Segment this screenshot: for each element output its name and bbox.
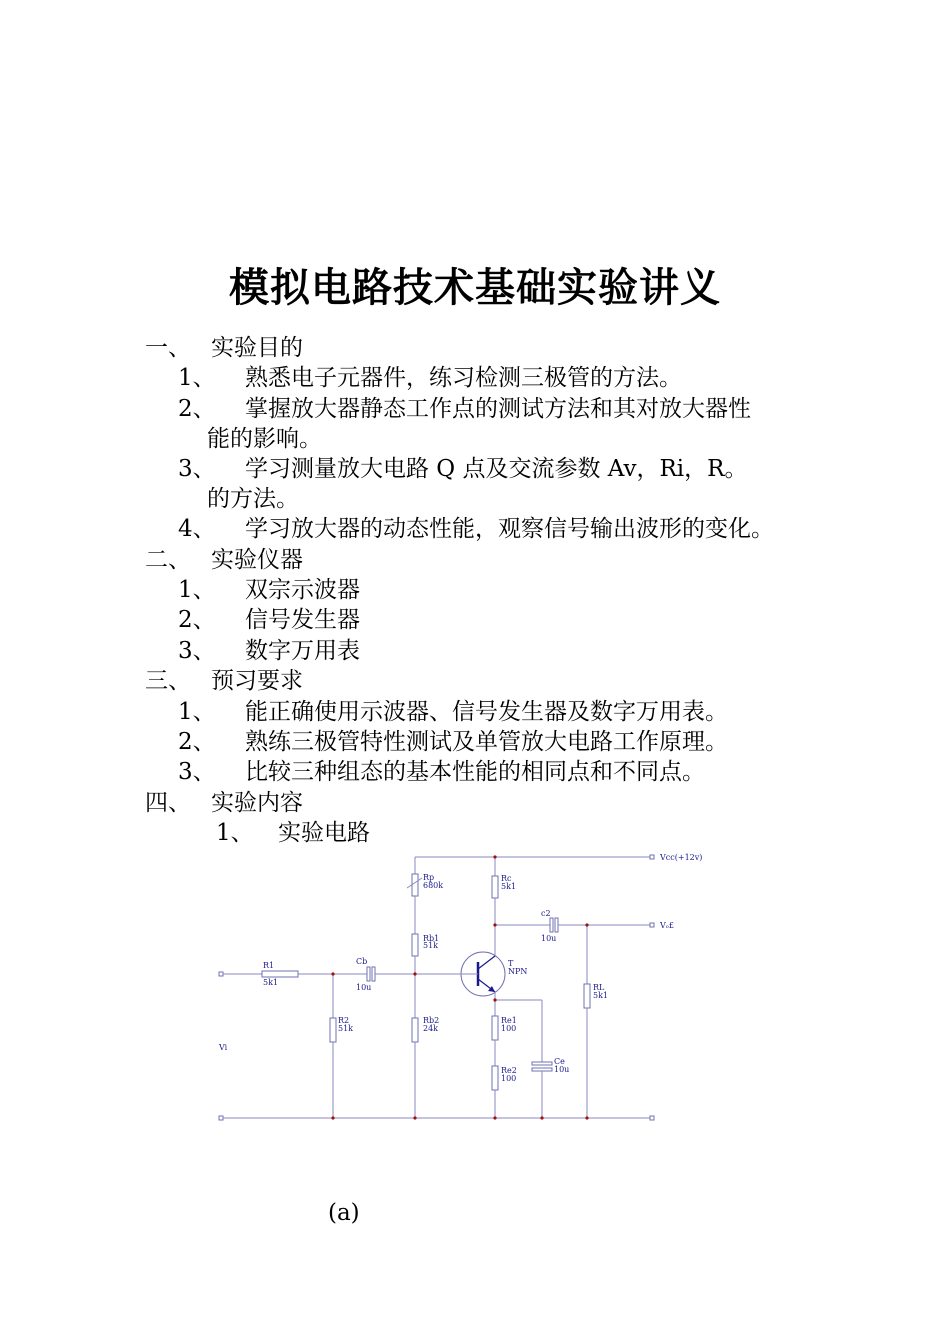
list-item <box>178 364 682 392</box>
vcc-label: Vcc(+12v) <box>660 853 703 862</box>
re1-resistor <box>492 1016 498 1040</box>
item-text: 双宗示波器 <box>245 577 360 603</box>
vo-label: Vₒ£ <box>660 921 674 930</box>
section-number: 一、 <box>145 335 191 361</box>
t-label: T <box>508 959 514 968</box>
list-item-continuation: 的方法。 <box>207 486 299 512</box>
section-label: 实验内容 <box>211 790 303 816</box>
section-label: 预习要求 <box>211 668 303 694</box>
item-number: 3、 <box>178 456 216 482</box>
item-text: 熟悉电子元器件，练习检测三极管的方法。 <box>245 365 682 391</box>
rl-value: 5k1 <box>593 991 609 1000</box>
r1-value: 5k1 <box>263 978 279 987</box>
list-item-continuation: 能的影响。 <box>207 426 322 452</box>
item-number: 2、 <box>178 396 216 422</box>
rp-value: 680k <box>423 881 444 890</box>
list-item <box>178 576 360 604</box>
list-item <box>178 515 774 543</box>
section-heading <box>145 667 303 695</box>
vo-terminal <box>650 923 654 927</box>
list-item <box>178 758 705 786</box>
re2-value: 100 <box>501 1074 517 1083</box>
c2-label: c2 <box>541 909 551 918</box>
list-item <box>178 637 360 665</box>
c2-plate-minus <box>555 918 558 932</box>
r1-label: R1 <box>263 961 275 970</box>
gnd-terminal-left <box>219 1116 223 1120</box>
ce-value: 10u <box>554 1065 570 1074</box>
r1-resistor <box>262 971 298 977</box>
list-item <box>178 455 747 483</box>
rc-value: 5k1 <box>501 882 517 891</box>
section-number: 二、 <box>145 547 191 573</box>
gnd-terminal-right <box>650 1116 654 1120</box>
c2-value: 10u <box>541 934 557 943</box>
list-item <box>178 698 728 726</box>
item-text: 能正确使用示波器、信号发生器及数字万用表。 <box>245 699 728 725</box>
rb1-resistor <box>412 934 418 956</box>
rp-resistor <box>412 874 418 896</box>
item-text: 比较三种组态的基本性能的相同点和不同点。 <box>245 759 705 785</box>
page-title: 模拟电路技术基础实验讲义 <box>229 265 721 311</box>
item-number: 2、 <box>178 729 216 755</box>
list-item <box>178 606 360 634</box>
re2-label: Re2 <box>501 1066 517 1075</box>
item-number: 3、 <box>178 759 216 785</box>
cb-value: 10u <box>356 983 372 992</box>
rc-resistor <box>492 876 498 898</box>
r2-resistor <box>330 1018 336 1042</box>
item-text: 学习测量放大电路 Q 点及交流参数 Av，Ri，R。 <box>245 456 748 482</box>
ce-plate-plus <box>532 1062 552 1065</box>
figure-caption: (a) <box>328 1200 360 1226</box>
rp-label: Rp <box>423 873 435 882</box>
section-heading <box>145 334 303 362</box>
re2-resistor <box>492 1066 498 1090</box>
item-number: 1、 <box>178 699 216 725</box>
vi-label: Vi <box>219 1043 228 1052</box>
item-text: 学习放大器的动态性能，观察信号输出波形的变化。 <box>245 516 774 542</box>
item-number: 4、 <box>178 516 216 542</box>
cb-plate-plus <box>367 967 370 981</box>
rl-resistor <box>584 984 590 1008</box>
item-text: 数字万用表 <box>245 638 360 664</box>
vcc-terminal <box>650 855 654 859</box>
re1-label: Re1 <box>501 1016 517 1025</box>
r2-label: R2 <box>338 1016 350 1025</box>
item-number: 1、 <box>178 577 216 603</box>
section-heading <box>145 789 303 817</box>
rb2-resistor <box>412 1018 418 1042</box>
item-text: 信号发生器 <box>245 607 360 633</box>
vi-terminal <box>219 972 223 976</box>
c2-plate-plus <box>550 918 553 932</box>
r2-value: 51k <box>338 1024 354 1033</box>
rc-label: Rc <box>501 874 512 883</box>
item-text: 实验电路 <box>278 820 370 846</box>
list-item <box>178 728 728 756</box>
section-label: 实验目的 <box>211 335 303 361</box>
item-text: 熟练三极管特性测试及单管放大电路工作原理。 <box>245 729 728 755</box>
circuit-diagram <box>210 848 703 1128</box>
item-number: 3、 <box>178 638 216 664</box>
rb2-value: 24k <box>423 1024 439 1033</box>
ce-plate-minus <box>532 1068 552 1071</box>
rb1-value: 51k <box>423 941 439 950</box>
section-label: 实验仪器 <box>211 547 303 573</box>
item-number: 2、 <box>178 607 216 633</box>
cb-plate-minus <box>372 967 375 981</box>
rb1-label: Rb1 <box>423 934 440 943</box>
cb-label: Cb <box>356 957 368 966</box>
ce-label: Ce <box>554 1057 565 1066</box>
item-text: 掌握放大器静态工作点的测试方法和其对放大器性 <box>245 396 751 422</box>
section-heading <box>145 546 303 574</box>
t-value: NPN <box>508 967 528 976</box>
rb2-label: Rb2 <box>423 1016 440 1025</box>
re1-value: 100 <box>501 1024 517 1033</box>
list-item <box>178 395 751 423</box>
rl-label: RL <box>593 983 605 992</box>
item-number: 1、 <box>216 820 254 846</box>
item-number: 1、 <box>178 365 216 391</box>
list-item <box>216 819 370 847</box>
section-number: 四、 <box>145 790 191 816</box>
section-number: 三、 <box>145 668 191 694</box>
